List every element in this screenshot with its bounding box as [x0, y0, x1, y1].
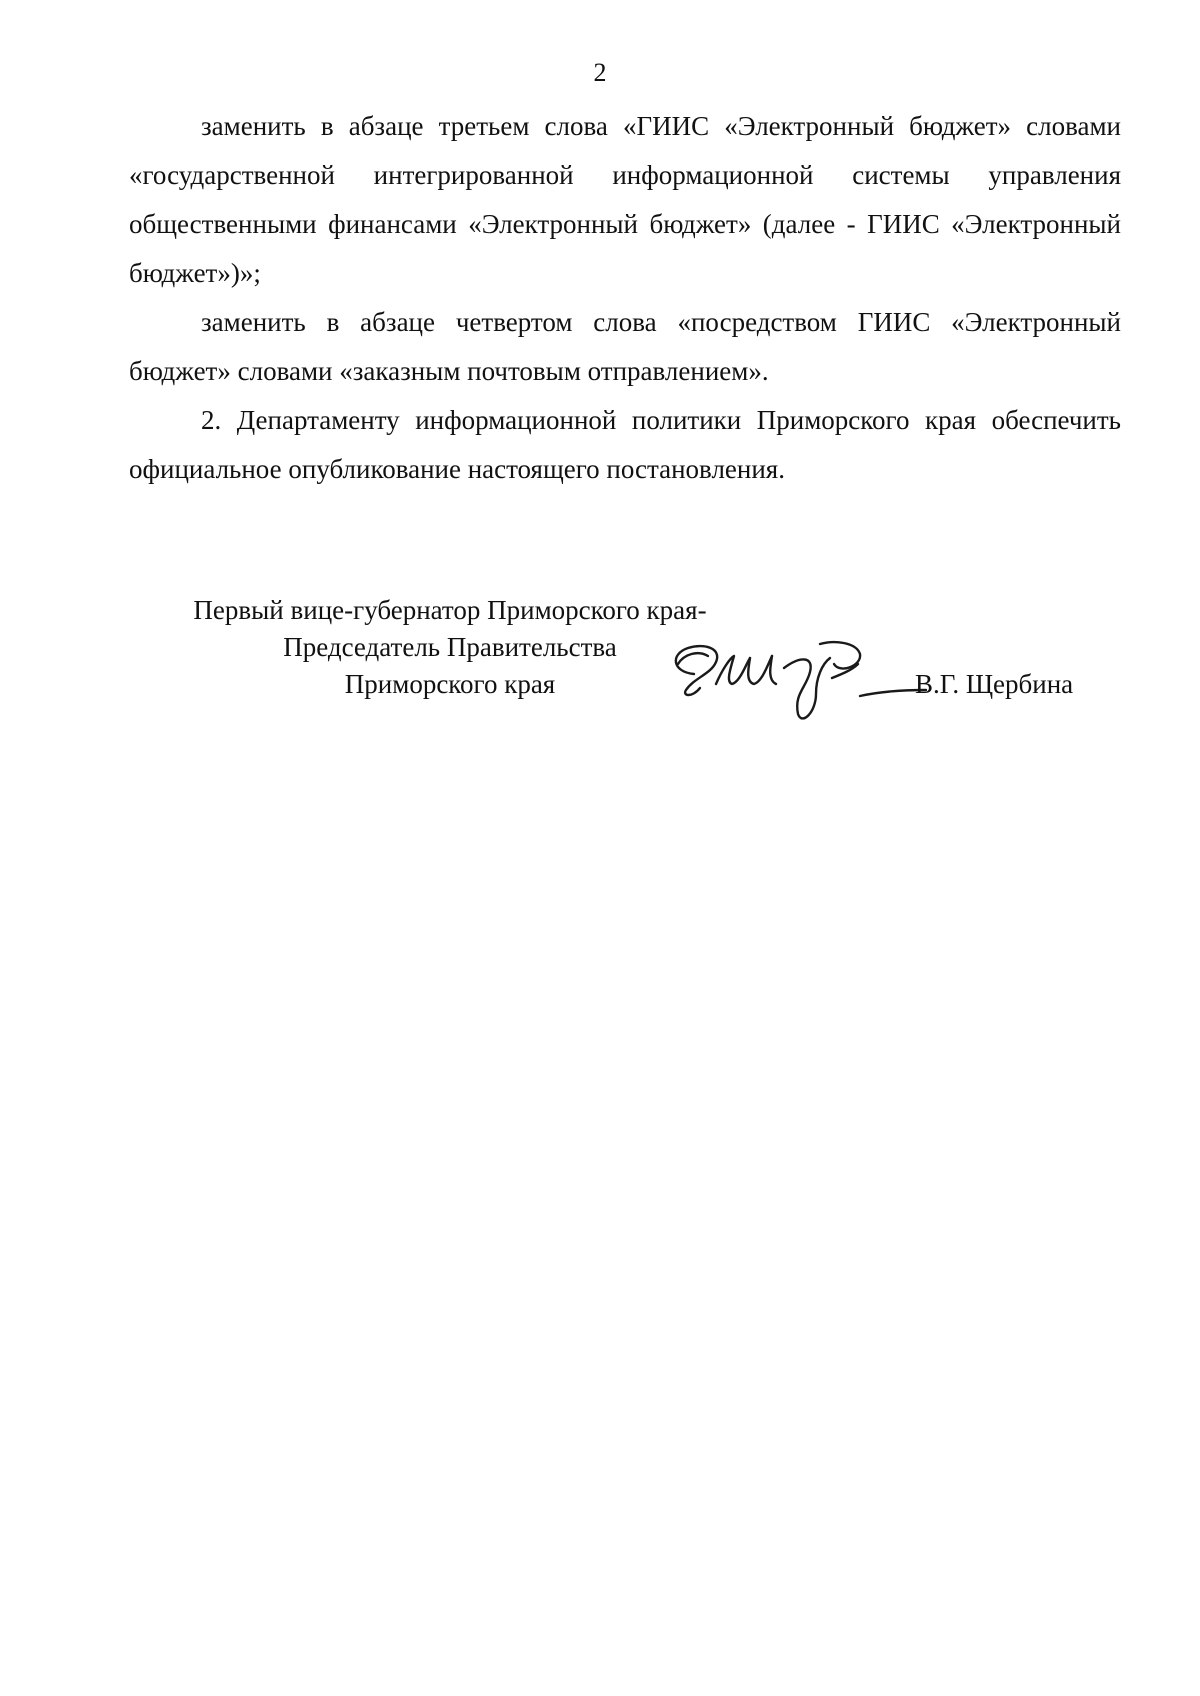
- paragraph-publication-order: 2. Департаменту информационной политики Приморского края обеспечить официальное опубликование настоящего постановления.: [129, 405, 1121, 484]
- position-line: Первый вице-губернатор Приморского края-: [193, 595, 707, 625]
- handwritten-signature: [664, 634, 924, 726]
- page-number: 2: [593, 58, 607, 87]
- signatory-position: [170, 592, 730, 703]
- signature-block: [170, 592, 1120, 712]
- position-line: Председатель Правительства: [283, 632, 617, 662]
- signer-name: В.Г. Щербина: [915, 669, 1074, 699]
- paragraph-amendment-fourth: заменить в абзаце четвертом слова «посредством ГИИС «Электронный бюджет» словами «заказным почтовым отправлением».: [129, 307, 1121, 386]
- paragraph-amendment-third: заменить в абзаце третьем слова «ГИИС «Электронный бюджет» словами «государственной интегрированной информационной системы управления общественными финансами «Электронный бюджет» (далее - ГИИС «Электронный бюджет»)»;: [129, 111, 1121, 288]
- position-line: Приморского края: [344, 669, 556, 699]
- document-body: [129, 102, 1121, 494]
